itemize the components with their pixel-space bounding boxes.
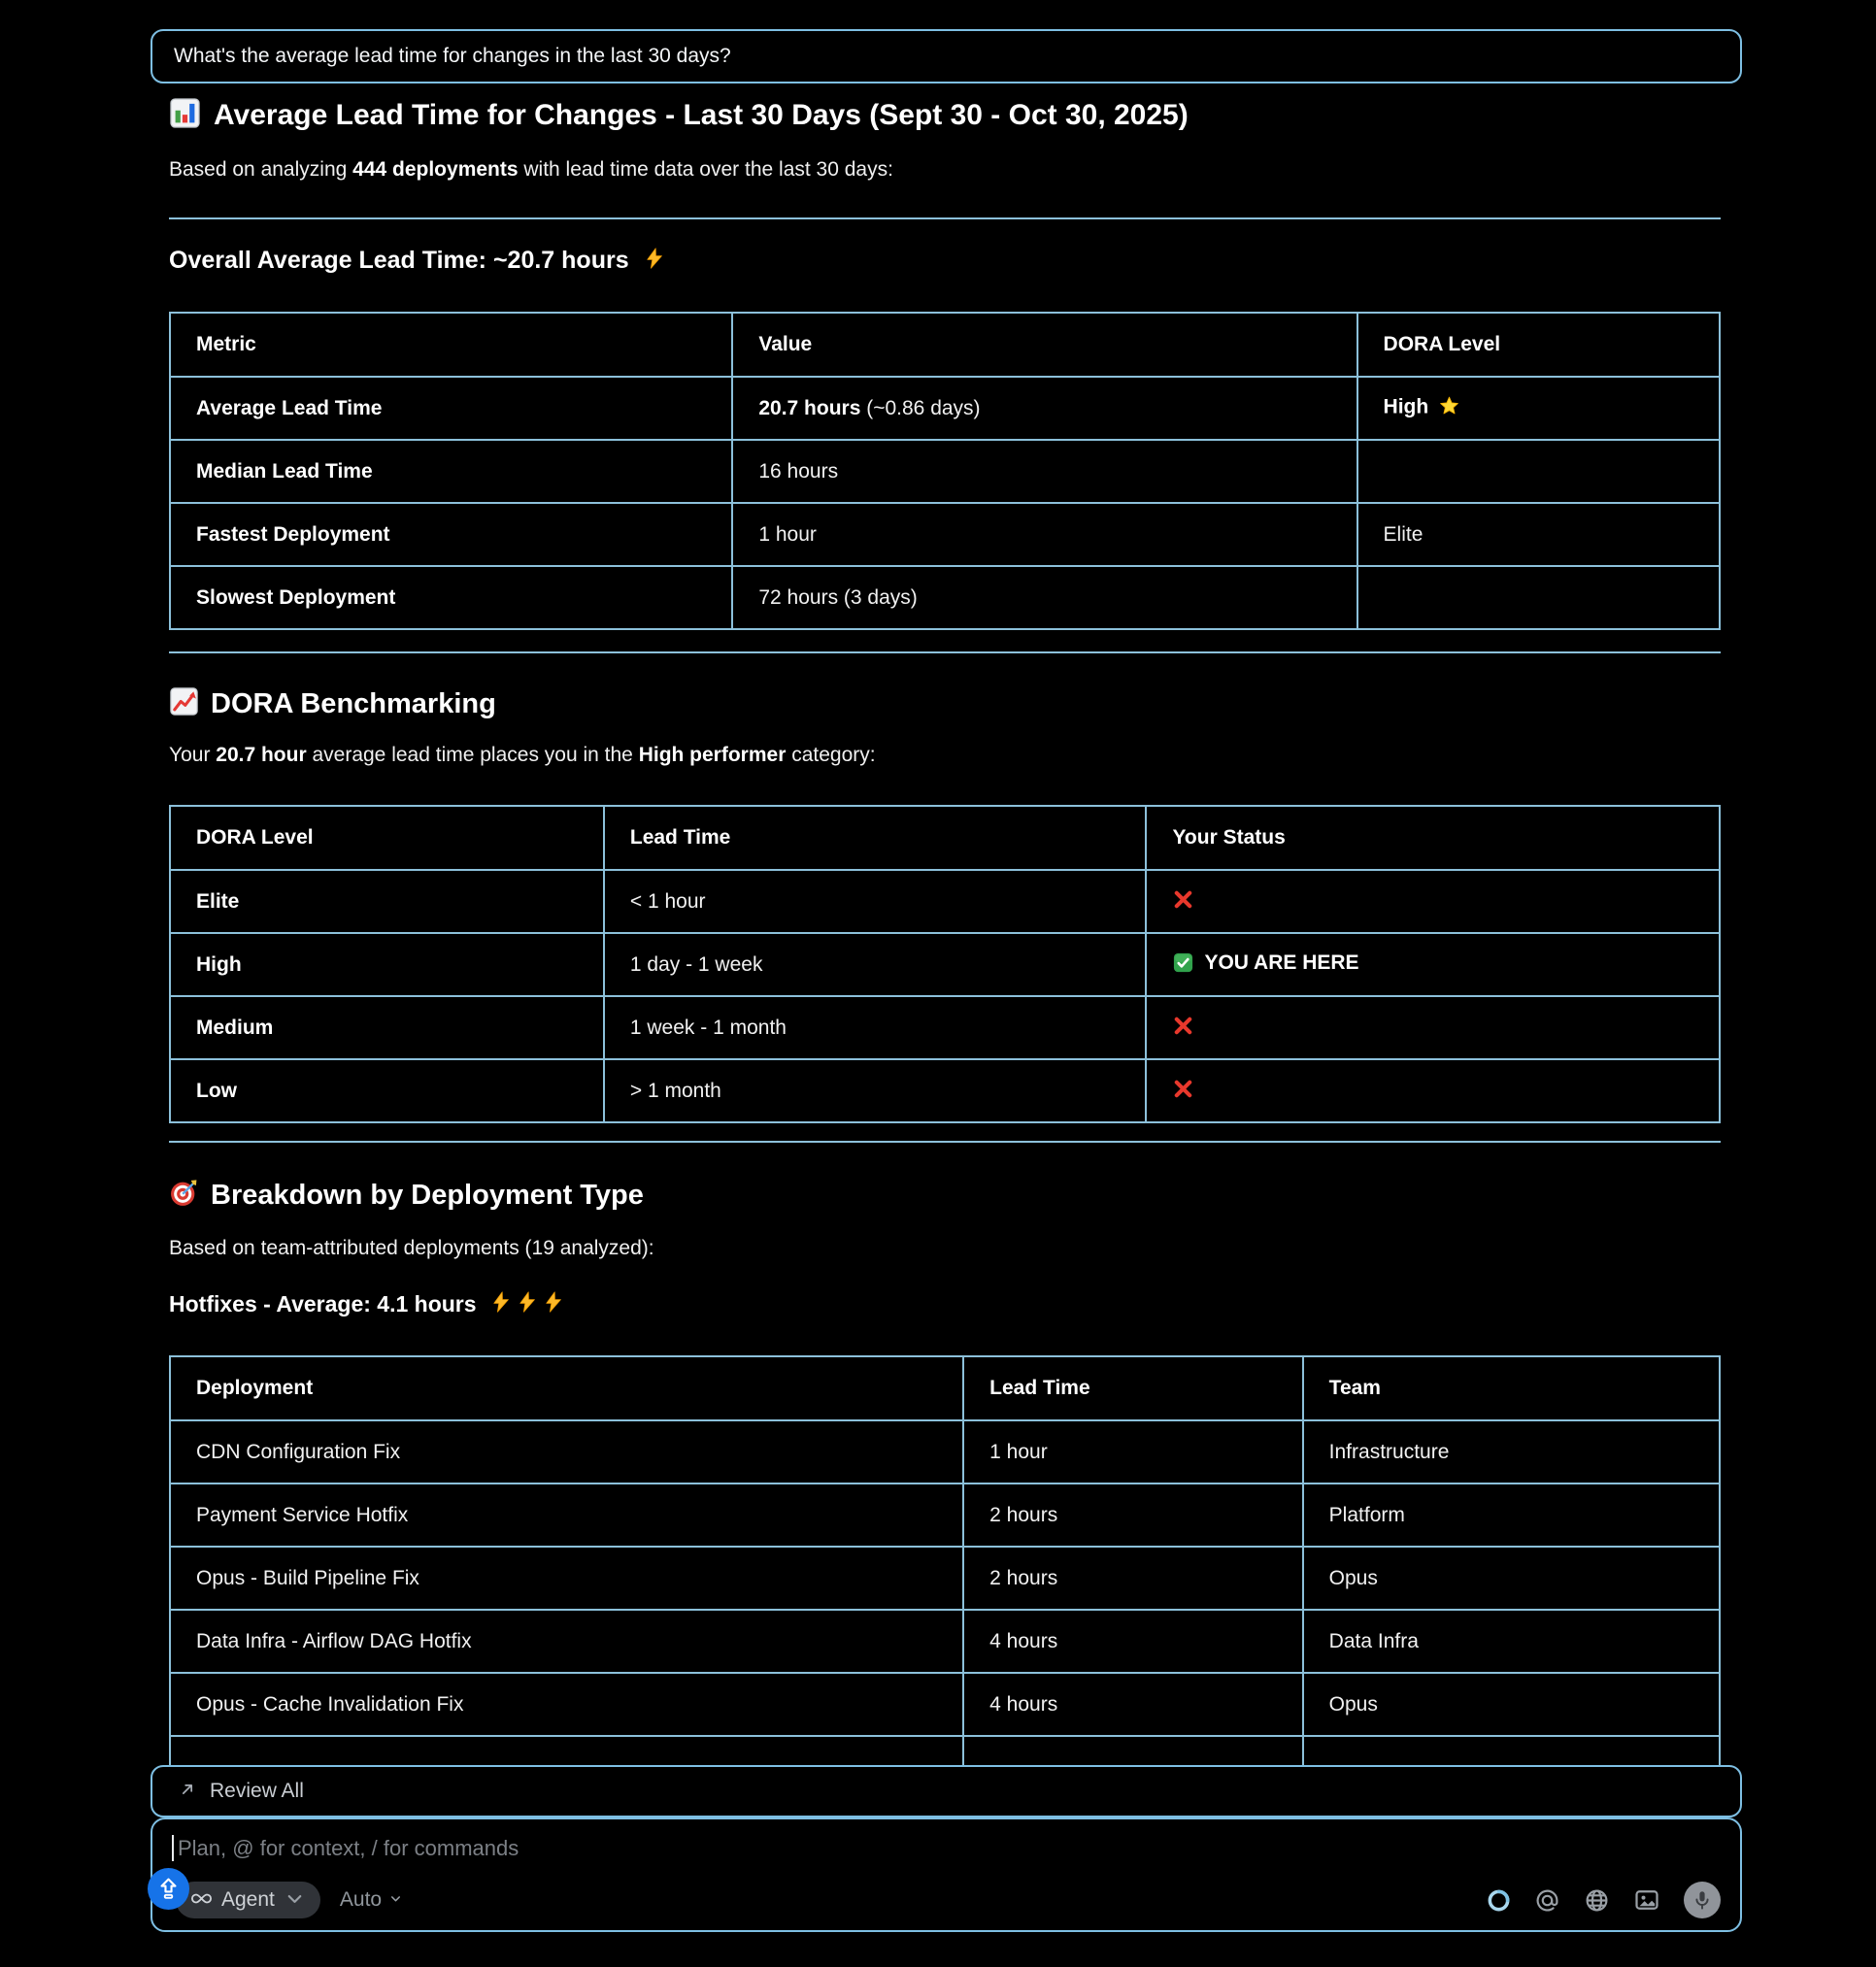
mention-button[interactable] xyxy=(1534,1887,1560,1914)
lightning-icon xyxy=(542,1290,565,1318)
cell-text: Opus xyxy=(1328,1692,1378,1716)
lightning-icon xyxy=(489,1290,513,1318)
table-cell xyxy=(170,996,604,1059)
bar-chart-icon xyxy=(169,97,201,134)
infinity-icon xyxy=(190,1887,213,1914)
table-row xyxy=(170,440,1720,503)
cross-icon xyxy=(1172,1015,1194,1041)
cell-text: 2 hours xyxy=(989,1566,1058,1589)
text-cursor xyxy=(172,1835,174,1861)
cell-text: 16 hours xyxy=(758,459,839,483)
cell-text: 1 hour xyxy=(989,1440,1048,1463)
table-cell xyxy=(604,870,1147,933)
table-cell xyxy=(732,566,1357,629)
dora-benchmark-table xyxy=(169,805,1721,1123)
table-header-row xyxy=(170,806,1720,870)
column-header: Deployment xyxy=(170,1356,963,1420)
column-header: Lead Time xyxy=(963,1356,1303,1420)
send-button[interactable] xyxy=(148,1868,189,1910)
usage-ring-button[interactable] xyxy=(1487,1888,1511,1913)
table-cell xyxy=(170,440,732,503)
table-cell xyxy=(170,1547,963,1610)
table-cell xyxy=(604,1059,1147,1122)
chevron-down-icon xyxy=(284,1887,306,1914)
cell-text: CDN Configuration Fix xyxy=(196,1440,401,1463)
table-cell xyxy=(732,440,1357,503)
cell-text: < 1 hour xyxy=(629,889,706,913)
text-segment: average lead time places you in the xyxy=(306,744,639,766)
table-cell xyxy=(1357,377,1720,440)
column-header: Lead Time xyxy=(604,806,1147,870)
hotfixes-heading-text: Hotfixes - Average: 4.1 hours xyxy=(169,1291,477,1317)
table-cell xyxy=(1146,996,1720,1059)
column-header: Metric xyxy=(170,313,732,377)
divider xyxy=(169,217,1721,219)
chevron-down-icon xyxy=(388,1891,403,1909)
breakdown-heading-text: Breakdown by Deployment Type xyxy=(211,1179,644,1211)
report-title-text: Average Lead Time for Changes - Last 30 Days (Sept 30 - Oct 30, 2025) xyxy=(214,99,1189,131)
table-row xyxy=(170,377,1720,440)
cell-text: 4 hours xyxy=(989,1692,1058,1716)
input-placeholder: Plan, @ for context, / for commands xyxy=(178,1835,519,1860)
star-icon xyxy=(1438,395,1460,421)
table-header-row xyxy=(170,1356,1720,1420)
table-cell xyxy=(170,1610,963,1673)
text-segment: 20.7 hour xyxy=(216,744,307,766)
cell-text: Platform xyxy=(1328,1503,1405,1526)
cell-text: 1 week - 1 month xyxy=(629,1016,787,1039)
table-header-row xyxy=(170,313,1720,377)
chat-input[interactable] xyxy=(172,1835,1721,1861)
attach-image-button[interactable] xyxy=(1633,1886,1660,1914)
divider xyxy=(169,1141,1721,1143)
cell-text: High xyxy=(1383,395,1429,418)
cell-text: 4 hours xyxy=(989,1629,1058,1652)
text-segment: Your xyxy=(169,744,217,766)
cell-text: Payment Service Hotfix xyxy=(196,1503,409,1526)
table-row xyxy=(170,1673,1720,1736)
table-cell xyxy=(170,1484,963,1547)
cell-text: Elite xyxy=(196,889,240,913)
table-cell xyxy=(170,1420,963,1484)
table-row xyxy=(170,1420,1720,1484)
table-cell xyxy=(1357,503,1720,566)
cell-text: Median Lead Time xyxy=(196,459,373,483)
table-row xyxy=(170,996,1720,1059)
table-cell xyxy=(963,1420,1303,1484)
web-search-button[interactable] xyxy=(1584,1887,1610,1914)
table-cell xyxy=(963,1484,1303,1547)
agent-mode-label: Agent xyxy=(221,1888,275,1911)
user-message-bubble xyxy=(151,29,1742,83)
review-all-button[interactable] xyxy=(151,1765,1742,1817)
cell-text: High xyxy=(196,952,242,976)
chart-up-icon xyxy=(169,686,199,721)
table-cell xyxy=(170,566,732,629)
table-cell xyxy=(1357,566,1720,629)
cross-icon xyxy=(1172,1078,1194,1104)
benchmarking-intro xyxy=(169,743,1721,768)
overall-heading-icons xyxy=(643,247,666,275)
table-cell xyxy=(170,1059,604,1122)
cell-text: 20.7 hours xyxy=(758,396,861,419)
composer-toolbar xyxy=(172,1882,1721,1918)
breakdown-intro: Based on team-attributed deployments (19 analyzed): xyxy=(169,1237,654,1259)
chat-composer xyxy=(151,1817,1742,1932)
table-row xyxy=(170,933,1720,996)
review-all-label: Review All xyxy=(210,1780,304,1802)
hotfixes-table xyxy=(169,1355,1721,1784)
column-header: DORA Level xyxy=(1357,313,1720,377)
cell-text: 1 day - 1 week xyxy=(629,952,763,976)
check-icon xyxy=(1172,951,1194,978)
table-row xyxy=(170,1547,1720,1610)
table-row xyxy=(170,1059,1720,1122)
table-row xyxy=(170,870,1720,933)
text-segment: with lead time data over the last 30 days: xyxy=(518,158,893,181)
table-cell xyxy=(963,1547,1303,1610)
cross-icon xyxy=(1172,888,1194,915)
column-header: DORA Level xyxy=(170,806,604,870)
cell-text: > 1 month xyxy=(629,1079,721,1102)
cell-text: Slowest Deployment xyxy=(196,585,396,609)
text-segment: 444 deployments xyxy=(352,158,519,181)
cell-text: Average Lead Time xyxy=(196,396,383,419)
table-cell xyxy=(1146,933,1720,996)
divider xyxy=(169,651,1721,653)
lightning-icon xyxy=(516,1290,539,1318)
cell-text: Low xyxy=(196,1079,237,1102)
table-cell xyxy=(604,933,1147,996)
table-cell xyxy=(1146,1059,1720,1122)
hotfixes-heading xyxy=(169,1290,1721,1318)
table-cell xyxy=(1303,1673,1720,1736)
cell-text: Data Infra - Airflow DAG Hotfix xyxy=(196,1629,472,1652)
table-cell xyxy=(170,503,732,566)
overall-metrics-table xyxy=(169,312,1721,630)
cell-text: Opus - Build Pipeline Fix xyxy=(196,1566,419,1589)
agent-mode-selector[interactable] xyxy=(176,1882,320,1918)
cell-text: (~0.86 days) xyxy=(860,396,981,419)
table-cell xyxy=(1303,1547,1720,1610)
overall-heading xyxy=(169,247,1721,275)
table-cell xyxy=(170,1673,963,1736)
table-row xyxy=(170,566,1720,629)
model-selector[interactable] xyxy=(340,1888,403,1912)
microphone-button[interactable] xyxy=(1684,1882,1721,1918)
table-cell xyxy=(732,377,1357,440)
cell-text: Elite xyxy=(1383,522,1424,546)
table-cell xyxy=(170,933,604,996)
table-row xyxy=(170,503,1720,566)
assistant-response xyxy=(169,97,1721,1784)
table-cell xyxy=(1303,1610,1720,1673)
table-cell xyxy=(170,377,732,440)
composer-actions xyxy=(1487,1882,1721,1918)
report-intro xyxy=(169,157,1721,183)
table-cell xyxy=(963,1673,1303,1736)
report-title xyxy=(169,97,1721,134)
table-cell xyxy=(1357,440,1720,503)
cell-text: Medium xyxy=(196,1016,274,1039)
cell-text: Opus - Cache Invalidation Fix xyxy=(196,1692,464,1716)
text-segment: category: xyxy=(786,744,876,766)
benchmarking-heading xyxy=(169,686,1721,721)
user-message-text: What's the average lead time for changes in the last 30 days? xyxy=(174,45,731,67)
cell-text: 2 hours xyxy=(989,1503,1058,1526)
cell-text: YOU ARE HERE xyxy=(1204,951,1359,975)
cell-text: Infrastructure xyxy=(1328,1440,1450,1463)
benchmarking-heading-text: DORA Benchmarking xyxy=(211,687,496,719)
table-cell xyxy=(604,996,1147,1059)
hotfixes-heading-icons xyxy=(489,1290,565,1318)
cell-text: Fastest Deployment xyxy=(196,522,390,546)
table-cell xyxy=(170,870,604,933)
text-segment: High performer xyxy=(638,744,787,766)
cell-text: 1 hour xyxy=(758,522,817,546)
arrow-up-right-icon xyxy=(178,1780,197,1803)
table-cell xyxy=(732,503,1357,566)
table-cell xyxy=(1146,870,1720,933)
table-cell xyxy=(963,1610,1303,1673)
column-header: Your Status xyxy=(1146,806,1720,870)
overall-heading-text: Overall Average Lead Time: ~20.7 hours xyxy=(169,247,629,274)
lightning-icon xyxy=(643,247,666,275)
table-row xyxy=(170,1610,1720,1673)
table-row xyxy=(170,1484,1720,1547)
table-cell xyxy=(1303,1420,1720,1484)
breakdown-heading xyxy=(169,1178,1721,1213)
column-header: Value xyxy=(732,313,1357,377)
table-cell xyxy=(1303,1484,1720,1547)
column-header: Team xyxy=(1303,1356,1720,1420)
cell-text: 72 hours (3 days) xyxy=(758,585,918,609)
cell-text: Data Infra xyxy=(1328,1629,1419,1652)
target-icon xyxy=(169,1178,199,1213)
model-label: Auto xyxy=(339,1888,383,1911)
cell-text: Opus xyxy=(1328,1566,1378,1589)
text-segment: Based on analyzing xyxy=(169,158,353,181)
